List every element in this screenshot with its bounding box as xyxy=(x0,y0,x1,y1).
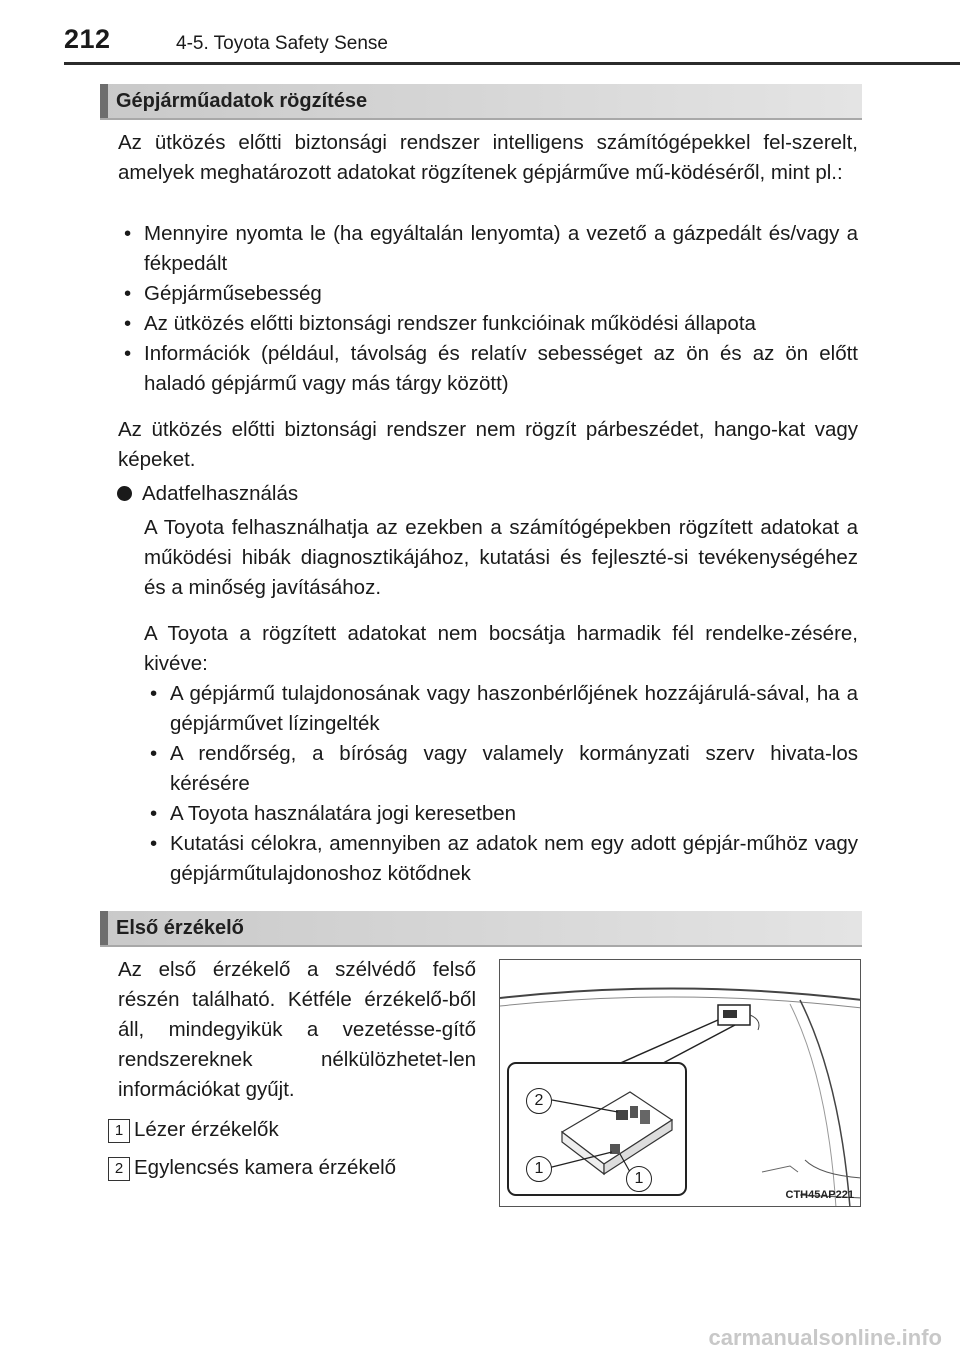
section-heading-front-sensor xyxy=(100,911,862,947)
section-heading-accent xyxy=(100,84,108,118)
list-item: • Információk (például, távolság és relatív sebességet az ön és az ön előtt haladó gépjármű vagy más tárgy között) xyxy=(118,339,858,399)
section-reference: 4-5. Toyota Safety Sense xyxy=(176,33,388,54)
section-title: Gépjárműadatok rögzítése xyxy=(116,90,368,112)
sensor-description xyxy=(118,955,476,1105)
camera-housing xyxy=(640,1110,650,1124)
list-item: • A rendőrség, a bíróság vagy valamely kormányzati szerv hivata-los kérésére xyxy=(144,739,858,799)
subheading-text: Adatfelhasználás xyxy=(142,482,299,505)
camera-housing xyxy=(630,1106,638,1118)
list-item: • A Toyota használatára jogi keresetben xyxy=(144,799,858,829)
callout-number: 2 xyxy=(526,1088,552,1114)
page-number: 212 xyxy=(64,24,111,54)
list-item: • Kutatási célokra, amennyiben az adatok nem egy adott gépjár-műhöz vagy gépjárműtulajdonoshoz kötődnek xyxy=(144,829,858,889)
callout-number: 1 xyxy=(626,1166,652,1192)
figure-code: CTH45AP221 xyxy=(785,1189,854,1201)
windshield-edge xyxy=(500,988,861,1000)
note-text: Az ütközés előtti biztonsági rendszer nem rögzít párbeszédet, hango-kat vagy képeket. xyxy=(118,418,858,471)
note-paragraph xyxy=(118,415,858,475)
bullet-dot-icon xyxy=(117,486,132,501)
page-header xyxy=(64,24,960,64)
callout-number: 1 xyxy=(526,1156,552,1182)
mirror-stem xyxy=(750,1015,759,1030)
watermark: carmanualsonline.info xyxy=(708,1325,942,1350)
front-sensor-illustration xyxy=(499,959,861,1207)
intro-paragraph xyxy=(118,128,858,188)
windshield-sensor-drawing xyxy=(500,960,861,1207)
list-item: • Gépjárműsebesség xyxy=(118,279,858,309)
legend-item-1 xyxy=(108,1115,279,1145)
disclosure-exceptions-list xyxy=(144,679,858,889)
legend-number: 1 xyxy=(108,1119,130,1143)
sensor-lens xyxy=(723,1010,737,1018)
header-rule xyxy=(64,62,960,65)
windshield-inner-edge xyxy=(500,997,861,1008)
usage-text-2: A Toyota a rögzített adatokat nem bocsátja harmadik fél rendelke-zésére, kivéve: xyxy=(144,622,858,675)
a-pillar-inner xyxy=(790,1004,836,1207)
usage-text-1: A Toyota felhasználhatja az ezekben a számítógépekben rögzített adatokat a működési hibák diagnosztikájához, kutatási és fejleszté-si tevékenységéhez és a minőség javításához. xyxy=(144,516,858,599)
section-heading-accent xyxy=(100,911,108,945)
section-heading-data-recording xyxy=(100,84,862,120)
sensor-description-text: Az első érzékelő a szélvédő felső részén található. Kétféle érzékelő-ből áll, mindegyikük a vezetésse-gítő rendszereknek nélkülözhetet-len információkat gyűjt. xyxy=(118,958,476,1101)
legend-item-2 xyxy=(108,1153,396,1183)
section-title: Első érzékelő xyxy=(116,917,244,939)
legend-number: 2 xyxy=(108,1157,130,1181)
legend-label: Lézer érzékelők xyxy=(134,1118,279,1141)
intro-text: Az ütközés előtti biztonsági rendszer intelligens számítógépekkel fel-szerelt, amelyek meghatározott adatokat rögzítenek gépjárműve mű-ködéséről, mint pl.: xyxy=(118,131,858,184)
dashboard-detail xyxy=(762,1166,798,1172)
usage-paragraph-2 xyxy=(144,619,858,679)
usage-paragraph-1 xyxy=(144,513,858,603)
list-item: • Mennyire nyomta le (ha egyáltalán lenyomta) a vezető a gázpedált és/vagy a fékpedált xyxy=(118,219,858,279)
list-item: • A gépjármű tulajdonosának vagy haszonbérlőjének hozzájárulá-sával, ha a gépjárművet lízingelték xyxy=(144,679,858,739)
legend-label: Egylencsés kamera érzékelő xyxy=(134,1156,397,1179)
list-item: • Az ütközés előtti biztonsági rendszer funkcióinak működési állapota xyxy=(118,309,858,339)
recorded-data-list xyxy=(118,219,858,399)
data-usage-subheading xyxy=(117,479,298,509)
